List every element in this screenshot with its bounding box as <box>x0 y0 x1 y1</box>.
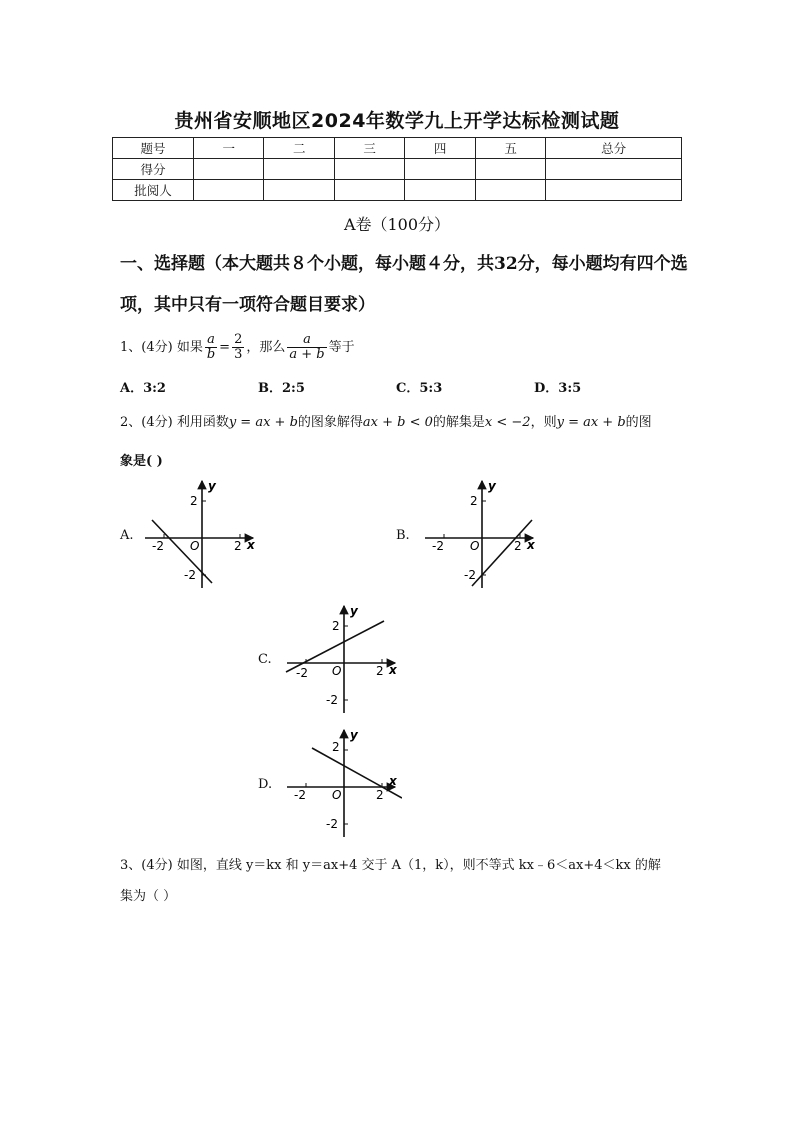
q2-expr-function: y = ax + b <box>228 415 298 430</box>
graph-option-c <box>282 601 402 716</box>
question-3-line2: 集为（ ） <box>120 889 177 904</box>
header-cell: 总分 <box>546 138 682 159</box>
y-label: y <box>350 604 358 618</box>
q2-suffix: 的图 <box>625 415 652 430</box>
grader-cell[interactable] <box>264 180 334 201</box>
score-cell[interactable] <box>334 159 404 180</box>
score-cell[interactable] <box>405 159 475 180</box>
q1-suffix: 等于 <box>328 340 355 355</box>
q1-frac1-den: b <box>206 347 216 362</box>
header-cell: 一 <box>194 138 264 159</box>
q1-frac2-num: 2 <box>234 332 243 347</box>
q2-option-d-label[interactable]: D. <box>258 777 273 792</box>
grader-cell[interactable] <box>405 180 475 201</box>
x-label: x <box>389 663 397 677</box>
q1-option-b[interactable]: B．2:5 <box>258 381 305 396</box>
question-3-line1: 3、(4分) 如图，直线 y＝kx 和 y＝ax+4 交于 A（1，k），则不等式 kx﹣6＜ax+4＜kx 的解 <box>120 858 661 873</box>
grader-cell[interactable] <box>334 180 404 201</box>
score-table <box>112 137 682 201</box>
tick-2-y: 2 <box>332 619 340 633</box>
tick-neg2-y: -2 <box>326 817 338 831</box>
q1-frac3-den: a + b <box>289 347 325 362</box>
score-cell[interactable] <box>546 159 682 180</box>
grader-row <box>113 180 682 201</box>
q1-fraction-a-over-b <box>205 333 217 362</box>
score-table-header-row <box>113 138 682 159</box>
tick-2-y: 2 <box>190 494 198 508</box>
tick-neg2-y: -2 <box>464 568 476 582</box>
graph-option-a <box>140 476 260 591</box>
q1-fraction-2-over-3 <box>232 333 244 362</box>
origin-label: O <box>332 664 342 678</box>
header-cell: 题号 <box>113 138 194 159</box>
tick-2-x: 2 <box>234 539 242 553</box>
origin-label: O <box>190 539 200 553</box>
q2-prefix: 2、(4分) 利用函数 <box>120 415 229 430</box>
tick-neg2-x: -2 <box>296 666 308 680</box>
q1-mid: ，那么 <box>246 340 286 355</box>
tick-2-y: 2 <box>470 494 478 508</box>
tick-neg2-y: -2 <box>326 693 338 707</box>
tick-2-x: 2 <box>376 664 384 678</box>
tick-neg2-x: -2 <box>152 539 164 553</box>
score-cell[interactable] <box>264 159 334 180</box>
q2-mid1: 的图象解得 <box>297 415 363 430</box>
x-label: x <box>527 538 535 552</box>
tick-neg2-x: -2 <box>294 788 306 802</box>
q2-expr-solution: x < −2 <box>484 415 531 430</box>
x-label: x <box>247 538 255 552</box>
question-1 <box>120 333 355 363</box>
grader-cell[interactable] <box>546 180 682 201</box>
score-row <box>113 159 682 180</box>
tick-2-x: 2 <box>376 788 384 802</box>
section-title: 一、选择题（本大题共８个小题，每小题４分，共32分，每小题均有四个选项，其中只有一项符合题目要求） <box>120 254 688 315</box>
origin-label: O <box>470 539 480 553</box>
q1-frac3-num: a <box>287 333 326 348</box>
header-cell: 二 <box>264 138 334 159</box>
q2-expr-function-2: y = ax + b <box>556 415 626 430</box>
q2-line2: 象是( ) <box>120 454 163 469</box>
x-label: x <box>389 774 397 788</box>
q2-expr-inequality: ax + b < 0 <box>362 415 433 430</box>
page-title: 贵州省安顺地区2024年数学九上开学达标检测试题 <box>174 110 620 132</box>
header-cell: 三 <box>334 138 404 159</box>
score-row-label: 得分 <box>113 159 194 180</box>
y-label: y <box>488 479 496 493</box>
q1-frac1-num: a <box>205 333 217 348</box>
q1-option-c[interactable]: C．5:3 <box>396 381 443 396</box>
score-cell[interactable] <box>194 159 264 180</box>
q2-mid3: ，则 <box>530 415 557 430</box>
q1-frac2-den: 3 <box>234 347 243 362</box>
graph-option-b <box>420 476 540 591</box>
question-2 <box>120 411 652 430</box>
y-label: y <box>208 479 216 493</box>
q1-equals: = <box>219 340 231 355</box>
tick-2-x: 2 <box>514 539 522 553</box>
paper-label: A卷（100分） <box>343 215 451 234</box>
grader-cell[interactable] <box>194 180 264 201</box>
tick-neg2-y: -2 <box>184 568 196 582</box>
header-cell: 五 <box>475 138 545 159</box>
q1-option-a[interactable]: A．3:2 <box>120 381 166 396</box>
function-line <box>312 748 402 798</box>
tick-2-y: 2 <box>332 740 340 754</box>
graph-option-d <box>282 725 402 840</box>
y-label: y <box>350 728 358 742</box>
origin-label: O <box>332 788 342 802</box>
q1-prefix: 1、(4分) 如果 <box>120 340 203 355</box>
q1-option-d[interactable]: D．3:5 <box>534 381 582 396</box>
q2-option-c-label[interactable]: C. <box>258 652 272 667</box>
q2-option-a-label[interactable]: A. <box>120 528 134 543</box>
function-line <box>472 520 532 586</box>
q1-fraction-a-over-apb <box>287 333 326 362</box>
q2-mid2: 的解集是 <box>432 415 485 430</box>
header-cell: 四 <box>405 138 475 159</box>
q2-option-b-label[interactable]: B. <box>396 528 410 543</box>
grader-row-label: 批阅人 <box>113 180 194 201</box>
score-cell[interactable] <box>475 159 545 180</box>
grader-cell[interactable] <box>475 180 545 201</box>
tick-neg2-x: -2 <box>432 539 444 553</box>
